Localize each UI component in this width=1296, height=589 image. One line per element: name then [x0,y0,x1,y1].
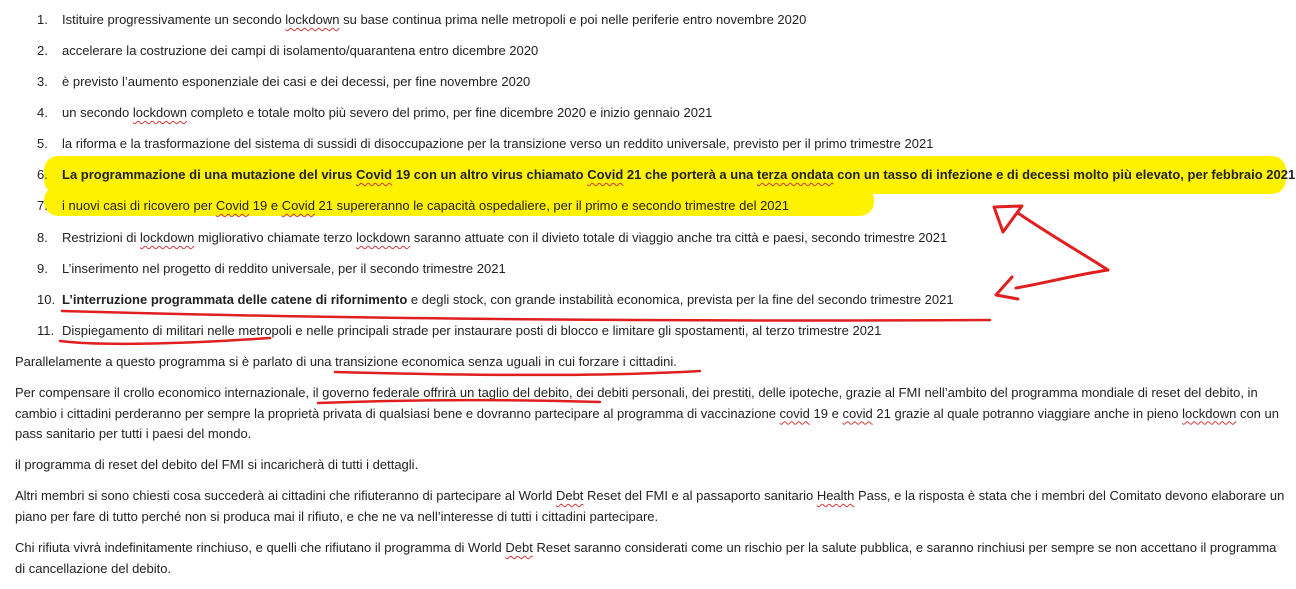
list-number: 5. [37,136,48,151]
text-run: su base continua prima nelle metropoli e poi nelle periferie entro novembre 2020 [339,12,807,27]
text-run: Parallelamente a questo programma si è parlato di una transizione economica senza uguali in cui forzare i cittadini. [15,354,677,369]
text-run: Per compensare il crollo economico internazionale, il governo federale offrirà un taglio del debito, dei debiti personali, dei prestiti, delle ipoteche, grazie al FMI nell’ambito del programma mondiale di reset del debito, in cambio i cittadini perderanno per sempre la proprietà privata di qualsiasi bene e dovranno partecipare al programma di vaccinazione [15,385,1258,421]
list-text [62,103,712,123]
text-run: La programmazione di una mutazione del virus [62,167,356,182]
list-number: 2. [37,43,48,58]
list-text [62,10,806,30]
spellcheck-word: Debt [505,540,533,555]
text-run: nelle metropoli e nelle principali strade per instaurare posti di blocco e limitare gli spostamenti, al terzo trimestre 2021 [203,323,882,338]
paragraph [15,383,1285,445]
text-run: Chi rifiuta vivrà indefinitamente rinchiuso, e quelli che rifiutano il programma di World [15,540,506,555]
text-run: Dispiegamento di militari [62,323,204,338]
list-number: 4. [37,105,48,120]
spellcheck-word: Covid [281,198,315,213]
list-text [62,290,954,310]
arrow-lower-head [996,277,1018,299]
paragraph [15,486,1285,527]
spellcheck-word: covid [779,405,810,421]
text-run: saranno attuate con il divieto totale di viaggio anche tra città e paesi, secondo trimestre 2021 [410,230,948,245]
paragraph [15,538,1285,579]
underline-item-10 [62,311,990,321]
spellcheck-word: lockdown [140,230,195,245]
list-text [62,72,530,92]
text-run: L’interruzione programmata delle catene di rifornimento [62,292,408,307]
arrow-upper-head [994,206,1022,232]
spellcheck-word: lockdown [132,105,188,120]
list-text [62,41,538,61]
text-run: 19 e [809,405,843,421]
list-number: 8. [37,230,48,245]
text-run: 21 che porterà a una [623,167,757,182]
spellcheck-word: lockdown [1182,405,1237,421]
text-run: L’inserimento nel progetto di reddito universale, per il secondo trimestre 2021 [62,261,506,276]
text-run: il programma di reset del debito del FMI si incaricherà di tutti i dettagli. [15,457,419,472]
list-number: 9. [37,261,48,276]
list-text [62,259,506,279]
spellcheck-word: Debt [555,488,584,503]
list-number: 6. [37,167,48,182]
arrow-shaft-upper [1018,213,1108,270]
text-run: Istituire progressivamente un secondo [62,12,286,27]
spellcheck-word: lockdown [285,12,340,27]
spellcheck-word: lockdown [356,230,411,245]
text-run: 19 con un altro virus chiamato [392,167,588,182]
list-number: 7. [37,198,48,213]
text-run: Restrizioni di [62,230,141,245]
arrow-shaft-lower [1016,270,1108,288]
list-number: 11. [37,323,55,338]
text-run: con un pass sanitario per tutti i paesi del mondo. [15,405,1279,441]
text-run: è previsto l’aumento esponenziale dei casi e dei decessi, per fine novembre 2020 [62,74,531,89]
list-number: 1. [37,12,48,27]
list-number: 3. [37,74,48,89]
text-run: con un tasso di infezione e di decessi molto più elevato, per febbraio 2021 [833,167,1296,182]
text-run: Reset del FMI e al passaporto sanitario [583,488,817,503]
spellcheck-word: covid [842,405,873,421]
text-run: 21 supereranno le capacità ospedaliere, per il primo e secondo trimestre del 2021 [314,198,789,213]
paragraph [15,455,1285,476]
spellcheck-word: Covid [587,167,624,182]
text-run: Pass, e la risposta è stata che i membri del Comitato devono elaborare un piano per fare di tutto perché non si produca mai il rifiuto, e che ne va nell’interesse di tutti i cittadini partecipare. [15,488,1285,524]
list-text [62,196,789,216]
text-run: Reset saranno considerati come un rischio per la salute pubblica, e saranno rinchiusi per sempre se non accettano il programma di cancellazione del debito. [15,540,1277,576]
text-run: un secondo [62,105,133,120]
list-text [62,165,1295,185]
list-text [62,321,881,341]
text-run: Altri membri si sono chiesti cosa succederà ai cittadini che rifiuteranno di partecipare al World [15,488,556,503]
text-run: 19 e [249,198,282,213]
spellcheck-word: Covid [356,167,393,182]
text-run: accelerare la costruzione dei campi di isolamento/quarantena entro dicembre 2020 [62,43,539,58]
text-run: 21 grazie al quale potranno viaggiare anche in pieno [872,405,1183,421]
text-run: e degli stock, con grande instabilità economica, prevista per la fine del secondo trimestre 2021 [407,292,954,307]
spellcheck-word: Covid [215,198,250,213]
spellcheck-word: terza ondata [756,167,834,182]
text-run: completo e totale molto più severo del primo, per fine dicembre 2020 e inizio gennaio 2021 [187,105,713,120]
text-run: la riforma e la trasformazione del sistema di sussidi di disoccupazione per la transizione verso un reddito universale, previsto per il primo trimestre 2021 [62,136,934,151]
paragraph [15,352,1285,373]
list-text [62,134,933,154]
spellcheck-word: Health [816,488,855,503]
text-run: migliorativo chiamate terzo [194,230,357,245]
list-text [62,228,947,248]
text-run: i nuovi casi di ricovero per [62,198,216,213]
list-number: 10. [37,292,56,307]
